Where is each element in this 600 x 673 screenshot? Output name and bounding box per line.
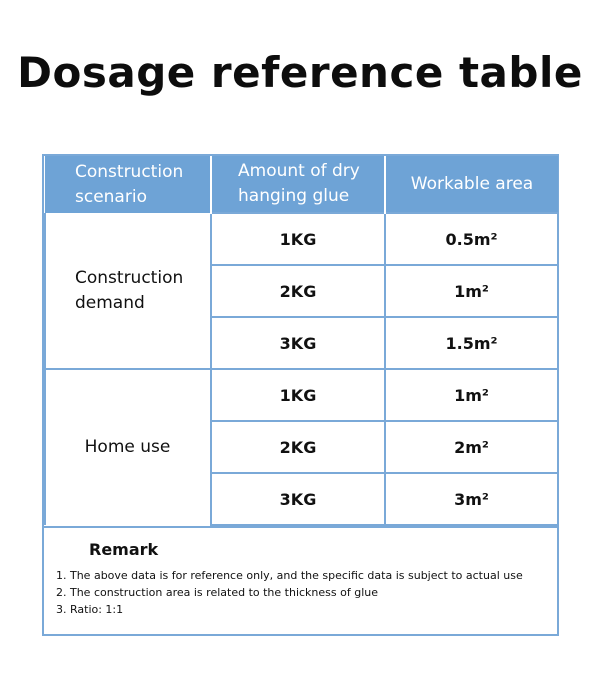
amount-cell: 3KG — [211, 317, 385, 369]
remark-line-3: 3. Ratio: 1:1 — [56, 603, 124, 616]
header-row — [45, 156, 558, 213]
header-area: Workable area — [385, 156, 558, 213]
area-cell: 3m² — [385, 473, 558, 525]
page-title: Dosage reference table — [17, 48, 583, 97]
dosage-grid — [44, 156, 559, 526]
dosage-table — [42, 154, 559, 636]
area-cell: 1m² — [385, 265, 558, 317]
amount-cell: 2KG — [211, 265, 385, 317]
table-row — [45, 369, 558, 421]
amount-cell: 1KG — [211, 213, 385, 265]
table-row — [45, 213, 558, 265]
scenario-cell: Construction demand — [45, 213, 211, 369]
area-cell: 1.5m² — [385, 317, 558, 369]
remark-line-1: 1. The above data is for reference only, and the specific data is subject to actual use — [56, 569, 523, 582]
amount-cell: 2KG — [211, 421, 385, 473]
remark-section — [44, 526, 557, 646]
header-glue: Amount of dry hanging glue — [211, 156, 385, 213]
header-scenario: Construction scenario — [45, 156, 211, 213]
amount-cell: 1KG — [211, 369, 385, 421]
area-cell: 2m² — [385, 421, 558, 473]
remark-line-2: 2. The construction area is related to the thickness of glue — [56, 586, 378, 599]
area-cell: 0.5m² — [385, 213, 558, 265]
area-cell: 1m² — [385, 369, 558, 421]
scenario-cell: Home use — [45, 369, 211, 525]
remark-title: Remark — [89, 540, 159, 559]
amount-cell: 3KG — [211, 473, 385, 525]
